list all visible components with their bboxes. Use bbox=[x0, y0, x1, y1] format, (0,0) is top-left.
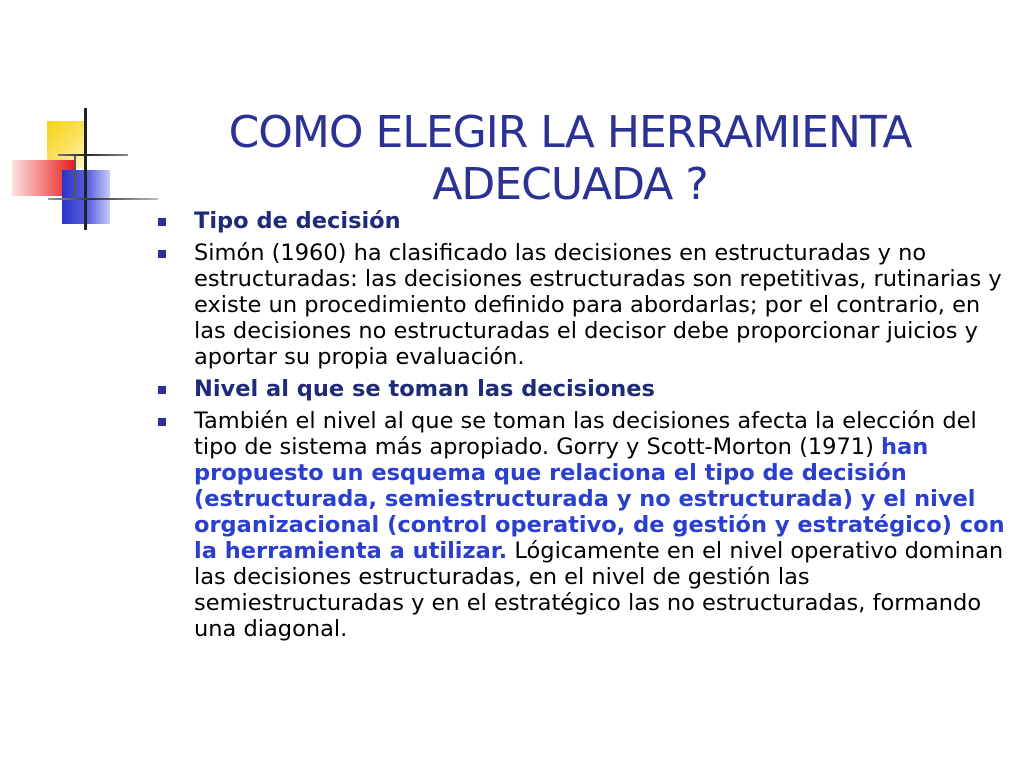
decorative-logo bbox=[0, 0, 160, 240]
vertical-line-short bbox=[74, 155, 76, 197]
bullet-item-tipo-decision bbox=[150, 208, 1010, 234]
bullet-list bbox=[150, 208, 1010, 648]
bullet-text-part2: Lógicamente en el nivel operativo dominan las decisiones estructuradas, en el nivel de gestión las semiestructuradas y en el estratégico las no estructuradas, formando una diagonal. bbox=[194, 538, 1004, 642]
bullet-item-simon bbox=[150, 240, 1010, 370]
slide-title bbox=[180, 107, 960, 211]
vertical-line bbox=[84, 108, 87, 230]
bullet-text-highlight: han propuesto un esquema que relaciona el tipo de decisión (estructurada, semiestructurada y no estructurada) y el nivel organizacional (control operativo, de gestión y estratégico) con la herramienta a utilizar. bbox=[194, 434, 1005, 564]
bullet-square-icon bbox=[158, 218, 166, 226]
bullet-heading: Nivel al que se toman las decisiones bbox=[194, 376, 655, 402]
bullet-item-gorry-scott bbox=[150, 408, 1010, 642]
bullet-square-icon bbox=[158, 418, 166, 426]
bullet-text: Simón (1960) ha clasificado las decisiones en estructuradas y no estructuradas: las decisiones estructuradas son repetitivas, rutinarias y existe un procedimiento definido para abordarlas; por el contrario, en las decisiones no estructuradas el decisor debe proporcionar juicios y aportar su propia evaluación. bbox=[194, 240, 1002, 370]
title-line-2: ADECUADA ? bbox=[432, 159, 708, 211]
horizontal-line-bottom bbox=[48, 198, 158, 200]
title-line-1: COMO ELEGIR LA HERRAMIENTA bbox=[228, 107, 912, 159]
bullet-square-icon bbox=[158, 250, 166, 258]
bullet-item-nivel bbox=[150, 376, 1010, 402]
bullet-heading: Tipo de decisión bbox=[194, 208, 401, 234]
bullet-square-icon bbox=[158, 386, 166, 394]
bullet-text-part1: También el nivel al que se toman las decisiones afecta la elección del tipo de sistema más apropiado. Gorry y Scott-Morton (1971) bbox=[194, 408, 977, 460]
horizontal-line-top bbox=[58, 154, 128, 156]
